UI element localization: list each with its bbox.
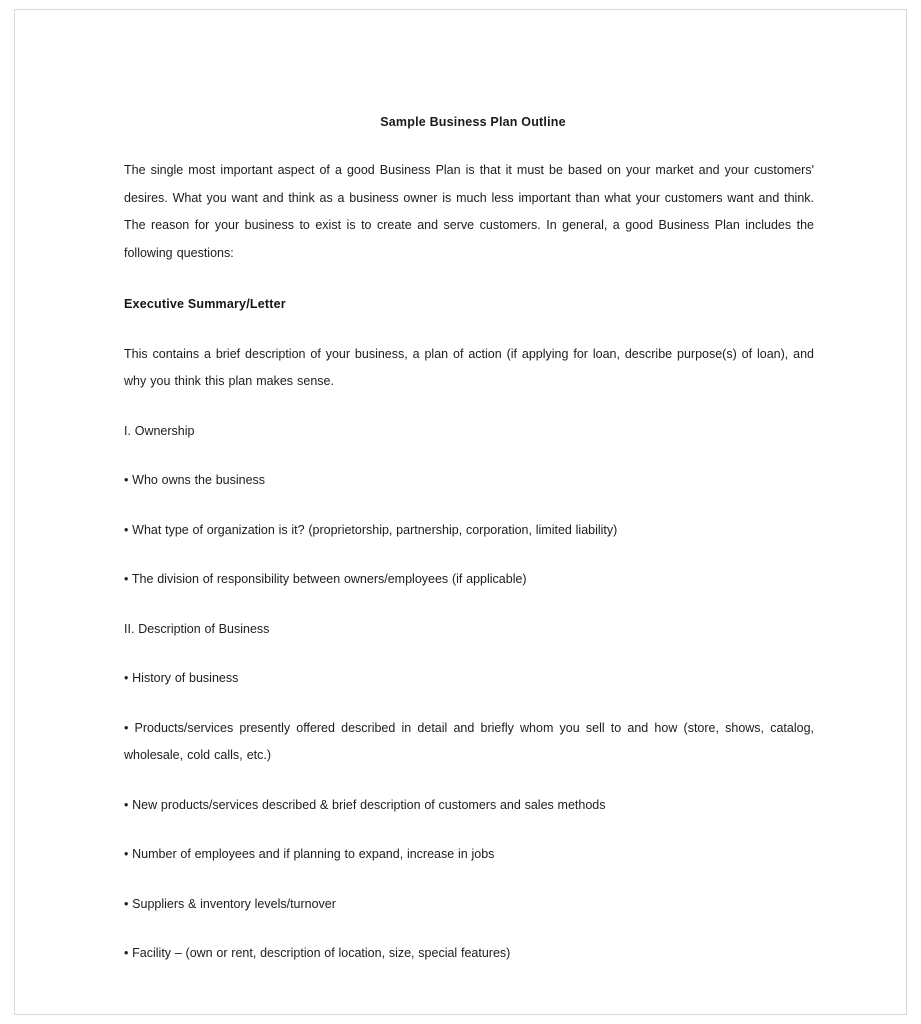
section-two-heading: II. Description of Business [124, 621, 270, 636]
section-one-heading: I. Ownership [124, 423, 195, 438]
executive-summary-heading: Executive Summary/Letter [124, 297, 286, 311]
list-item: • Suppliers & inventory levels/turnover [124, 896, 336, 911]
list-item: • Products/services presently offered described in detail and briefly whom you sell to and how (store, shows, catalog, wholesale, cold calls, etc.) [124, 720, 814, 762]
page-title: Sample Business Plan Outline [380, 115, 566, 129]
list-item: • New products/services described & brief description of customers and sales methods [124, 797, 606, 812]
document-page [14, 9, 907, 1015]
list-item: • What type of organization is it? (proprietorship, partnership, corporation, limited liability) [124, 522, 618, 537]
document-content [124, 115, 814, 990]
executive-summary-paragraph: This contains a brief description of your business, a plan of action (if applying for loan, describe purpose(s) of loan), and why you think this plan makes sense. [124, 346, 814, 388]
intro-paragraph: The single most important aspect of a good Business Plan is that it must be based on your market and your customers' desires. What you want and think as a business owner is much less important than what your customers want and think. The reason for your business to exist is to create and serve customers. In general, a good Business Plan includes the following questions: [124, 163, 814, 260]
list-item: • Number of employees and if planning to expand, increase in jobs [124, 847, 495, 861]
list-item: • Who owns the business [124, 473, 266, 487]
list-item: • History of business [124, 671, 239, 685]
list-item: • The division of responsibility between owners/employees (if applicable) [124, 572, 527, 586]
list-item: • Facility – (own or rent, description of location, size, special features) [124, 946, 511, 960]
